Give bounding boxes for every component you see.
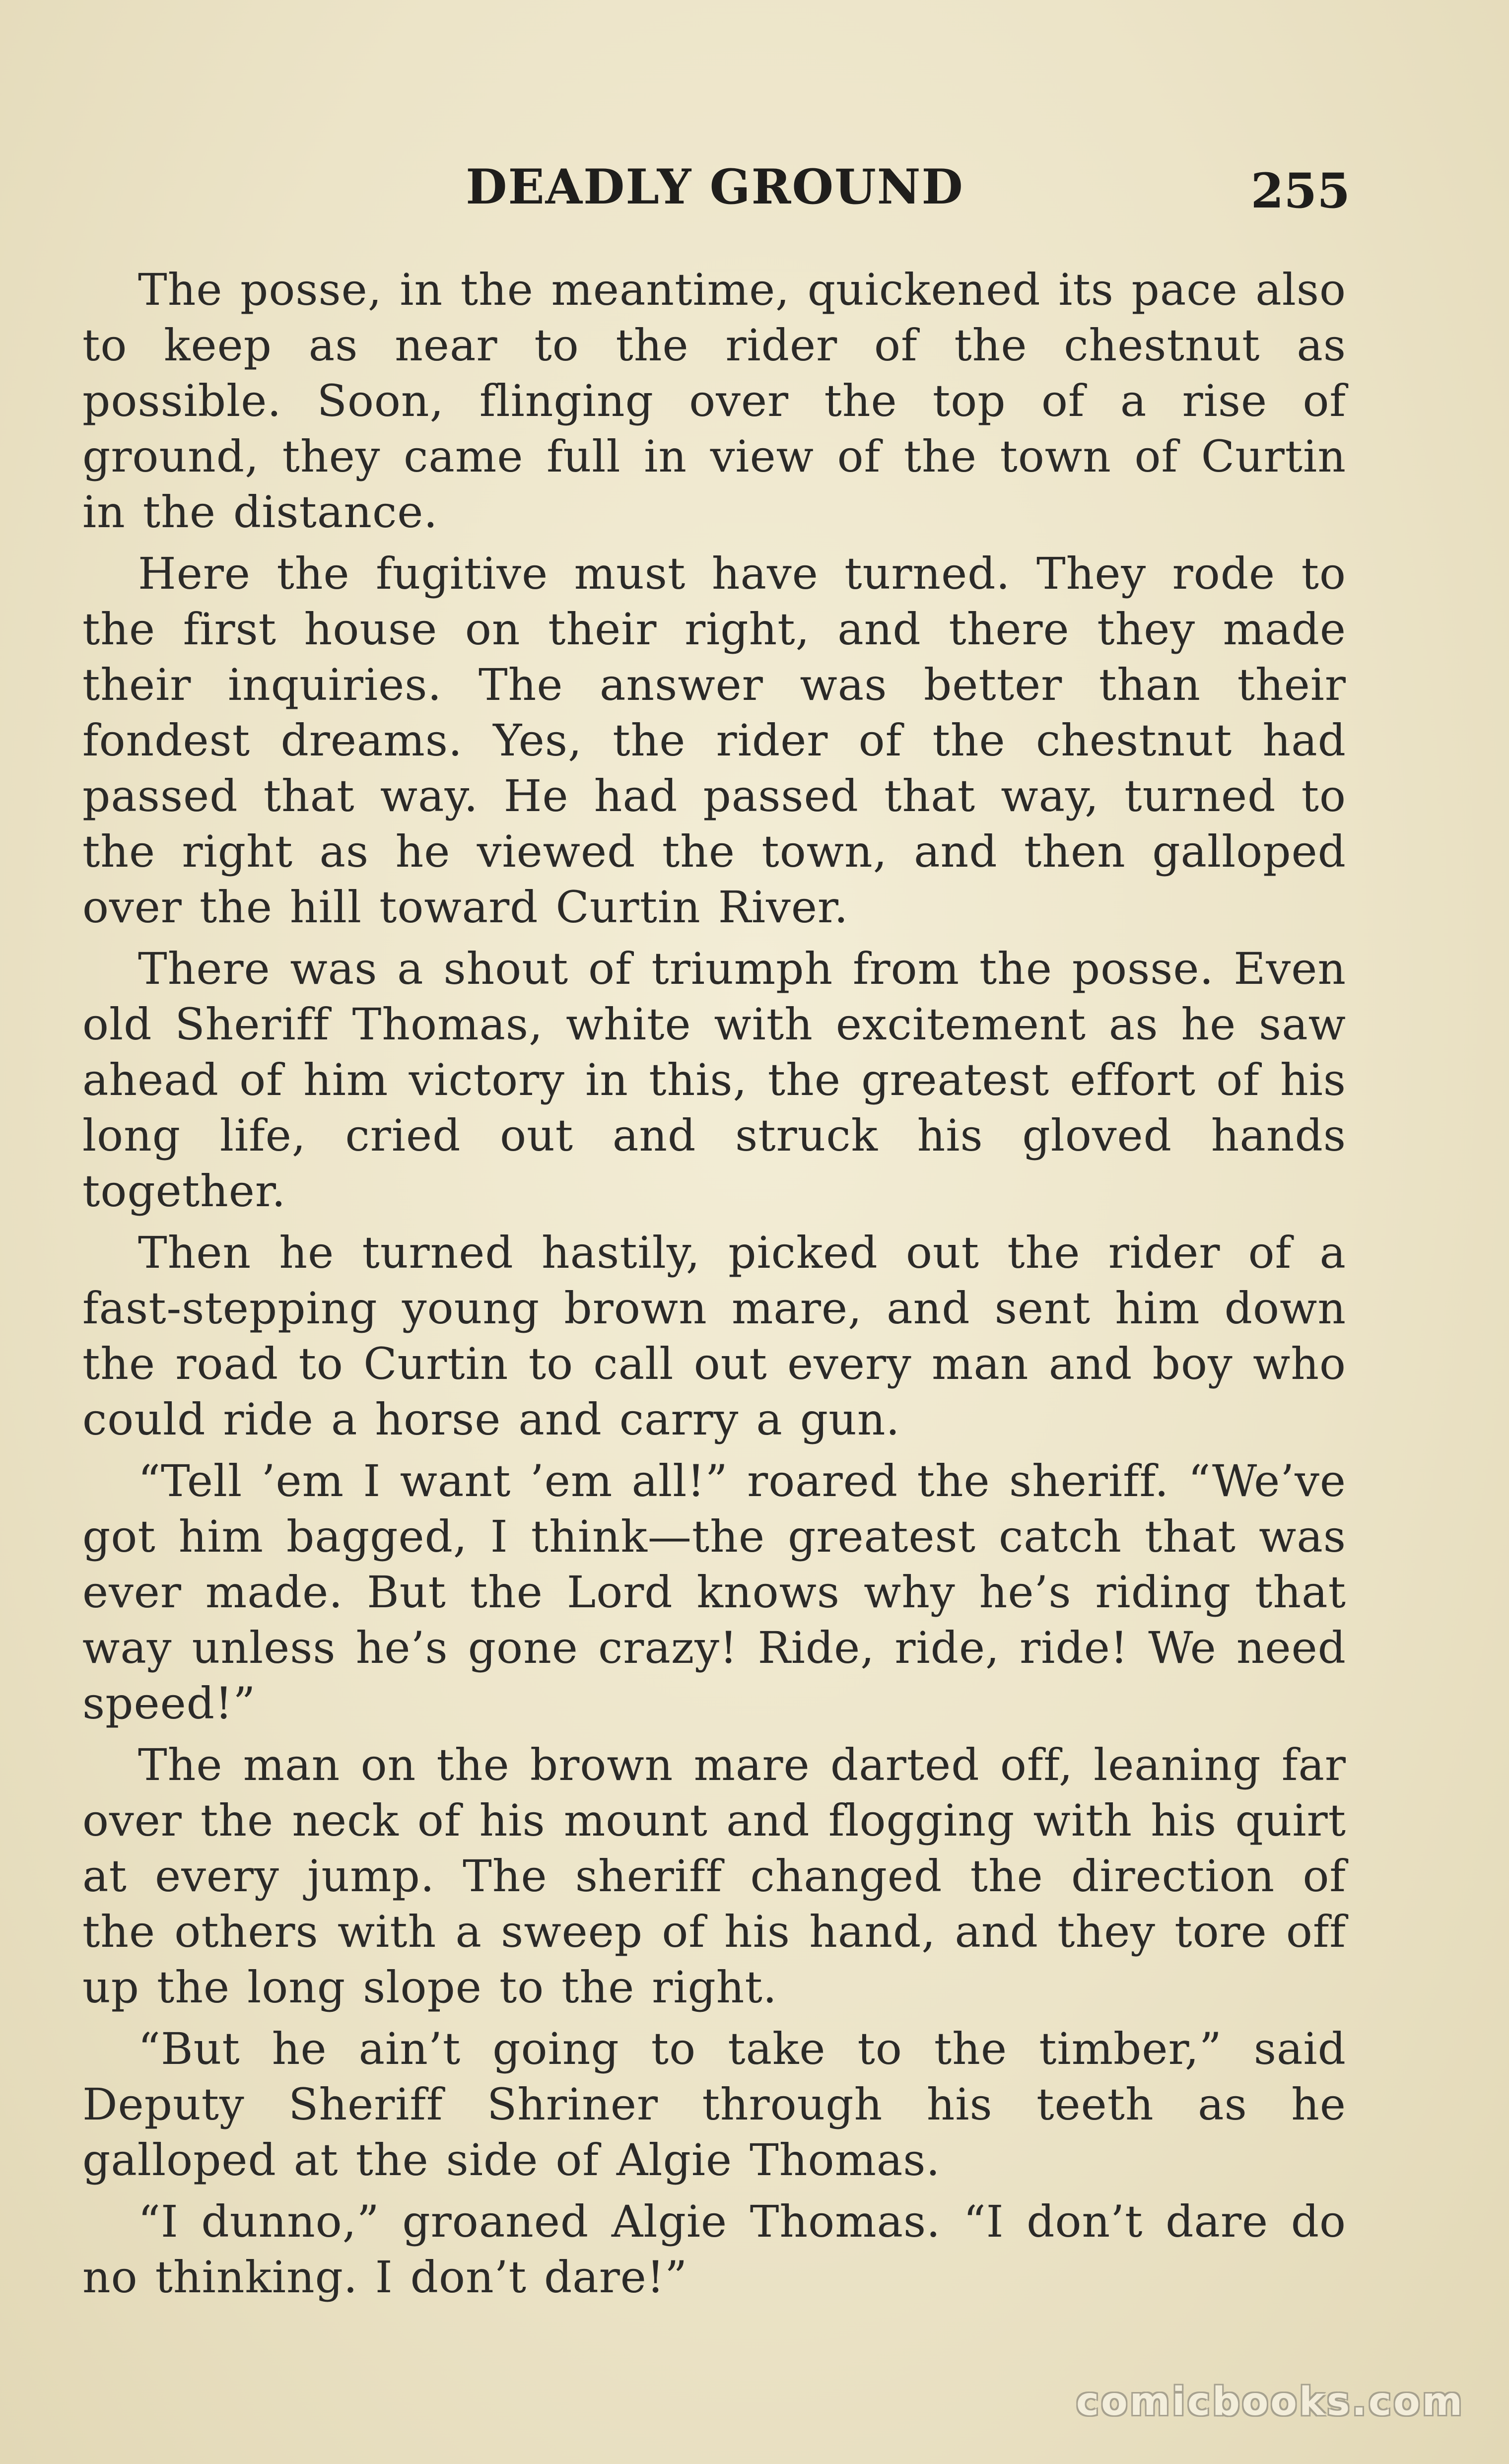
page-number: 255	[1250, 163, 1350, 219]
paragraph-posse-quickened: The posse, in the meantime, quickened its pace also to keep as near to the rider of the chestnut as possible. Soon, flinging over the top of a rise of ground, they came full in view of the town of Curtin in the distance.	[82, 264, 1346, 538]
paragraph-sheriff-sends-rider: Then he turned hastily, picked out the rider of a fast-stepping young brown mare, and sent him down the road to Curtin to call out every man and boy who could ride a horse and carry a gun.	[82, 1227, 1346, 1445]
body-text	[82, 262, 1346, 2305]
paragraph-brown-mare-darted: The man on the brown mare darted off, leaning far over the neck of his mount and flogging with his quirt at every jump. The sheriff changed the direction of the others with a sweep of his hand, and they tore off up the long slope to the right.	[82, 1739, 1346, 2013]
running-head	[79, 159, 1350, 223]
paragraph-sheriff-roars: “Tell ’em I want ’em all!” roared the sheriff. “We’ve got him bagged, I think—the greatest catch that was ever made. But the Lord knows why he’s riding that way unless he’s gone crazy! Ride, ride, ride! We need speed!”	[82, 1455, 1346, 1729]
paragraph-algie-groaned: “I dunno,” groaned Algie Thomas. “I don’t dare do no thinking. I don’t dare!”	[82, 2196, 1346, 2303]
paragraph-deputy-shriner: “But he ain’t going to take to the timber,” said Deputy Sheriff Shriner through his teeth as he galloped at the side of Algie Thomas.	[82, 2023, 1346, 2186]
chapter-title: DEADLY GROUND	[466, 159, 964, 215]
paragraph-fugitive-turned: Here the fugitive must have turned. They rode to the first house on their right, and there they made their inquiries. The answer was better than their fondest dreams. Yes, the rider of the chestnut had passed that way. He had passed that way, turned to the right as he viewed the town, and then galloped over the hill toward Curtin River.	[82, 548, 1346, 933]
site-watermark: comicbooks.com	[1076, 2380, 1464, 2424]
paragraph-shout-of-triumph: There was a shout of triumph from the posse. Even old Sheriff Thomas, white with excitement as he saw ahead of him victory in this, the greatest effort of his long life, cried out and struck his gloved hands together.	[82, 943, 1346, 1217]
